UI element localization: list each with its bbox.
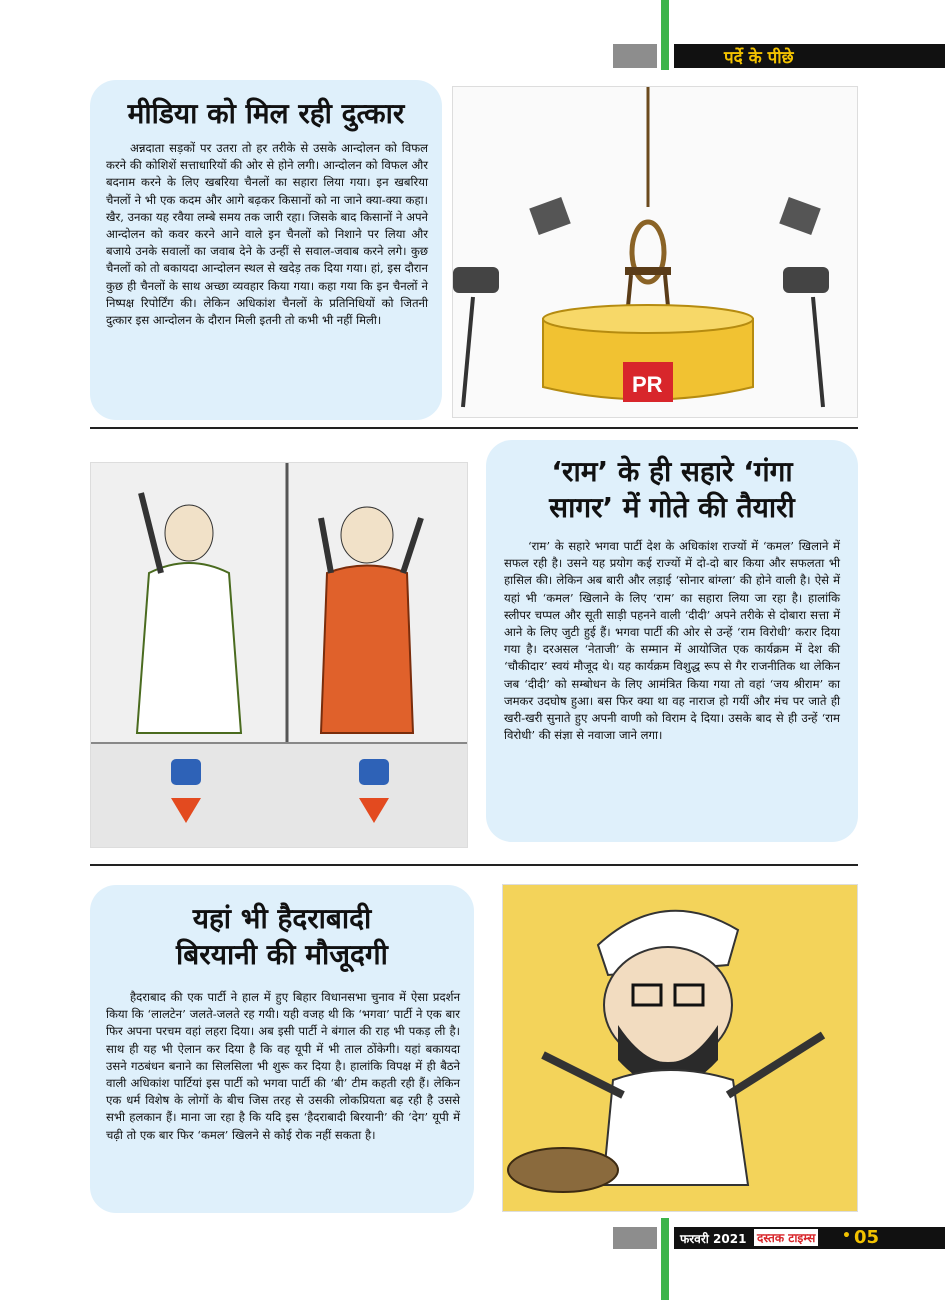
article-body: हैदराबाद की एक पार्टी ने हाल में हुए बिहार विधानसभा चुनाव में ऐसा प्रदर्शन किया कि ‘लालटेन’ जलते-जलते रह गयी। यही वजह थी कि ‘भगवा’ पार्टी ने एक बार फिर अपना परचम वहां लहरा दिया। अब इसी पार्टी ने बंगाल की राह भी पकड़ ली है। साथ ही यह भी ऐलान कर दिया है कि वह यूपी में भी ताल ठोंकेगी। यहां बकायदा उसने गठबंधन बनाने का सिलसिला भी शुरू कर दिया है। हालांकि विपक्ष में ही बैठने वाली अधिकांश पार्टियां इस पार्टी को भगवा पार्टी की ‘बी’ टीम कहती रही हैं। लेकिन एक धर्म विशेष के लोगों के बीच जिस तरह से उसकी लोकप्रियता बढ़ रही है उससे सभी हलकान हैं। माना जा रहा है कि यदि इस ‘हैदराबादी बिरयानी’ की ‘देग’ यूपी में चढ़ी तो एक बार फिर ‘कमल’ खिलने से कोई रोक नहीं सकता है। (106, 990, 460, 1142)
pr-label: PR (632, 372, 663, 397)
section-divider (90, 864, 858, 866)
section-label: पर्दे के पीछे (724, 48, 794, 68)
cartoon-didi-modi (90, 462, 468, 848)
article-body: अन्नदाता सड़कों पर उतरा तो हर तरीके से उसके आन्दोलन को विफल करने की कोशिशें सत्ताधारियों की ओर से होने लगी। आन्दोलन को विफल और बदनाम करने के लिए खबरिया चैनलों का सहारा लिया गया। इन खबरिया चैनलों ने भी एक कदम और आगे बढ़कर किसानों को ना जाने क्या-क्या कहा। खैर, उनका यह रवैया लम्बे समय तक जारी रहा। जिसके बाद किसानों ने अपने आन्दोलन को कवर करने आने वाले इन चैनलों को निशाने पर लिया और बजाये उनके सवालों का जवाब देने के उन्हीं से सवाल-जवाब करने लगे। कुछ चैनलों को तो बकायदा आन्दोलन स्थल से खदेड़ तक दिया गया। हां, इस दौरान कुछ ही चैनलों के साथ अच्छा व्यवहार किया गया। कहा गया कि इन चैनलों ने निष्पक्ष रिपोर्टिंग की। लेकिन अधिकांश चैनलों के प्रतिनिधियों को जितनी दुत्कार इस आन्दोलन के दौरान मिली इतनी तो कभी भी नहीं मिली। (106, 141, 428, 328)
cartoon-biryani (502, 884, 858, 1212)
footer-bullet: • (842, 1228, 851, 1244)
article-title-line1: यहां भी हैदराबादी (192, 902, 372, 935)
section-divider (90, 427, 858, 429)
article-body: ‘राम’ के सहारे भगवा पार्टी देश के अधिकांश राज्यों में ‘कमल’ खिलाने में सफल रही है। उसने यह प्रयोग कई राज्यों में दो-दो बार किया और सफलता भी हासिल की। लेकिन अब बारी और लड़ाई ‘सोनार बांग्ला’ की होने वाली है। ऐसे में यहां भी ‘कमल’ खिलाने के लिए ‘राम’ का सहारा लिया जा रहा है। हालांकि स्लीपर चप्पल और सूती साड़ी पहनने वाली ‘दीदी’ अपने तरीके से दोबारा सत्ता में आने के लिए जुटी हुई हैं। भगवा पार्टी की ओर से उन्हें ‘राम विरोधी’ करार दिया गया है। दरअसल ‘नेताजी’ के सम्मान में आयोजित एक कार्यक्रम में देश की ‘चौकीदार’ स्वयं मौजूद थे। यह कार्यक्रम विशुद्ध रूप से गैर राजनीतिक था लेकिन जब ‘दीदी’ को सम्बोधन के लिए आमंत्रित किया गया तो वहां ‘जय श्रीराम’ का जमकर उदघोष हुआ। बस फिर क्या था वह नाराज हो गयीं और मंच पर जाते ही खरी-खरी सुनाते हुए अपनी वाणी को विराम दे दिया। उसके बाद से ही उन्हें ‘राम विरोधी’ की संज्ञा से नवाजा जाने लगा। (504, 539, 840, 743)
cartoon-media-pr (452, 86, 858, 418)
article-card-ram (486, 440, 858, 842)
article-title-line2: बिरयानी की मौजूदगी (176, 938, 388, 971)
cartoon-svg (91, 463, 467, 847)
article-card-hyderabad (90, 885, 474, 1213)
footer-publication: दस्तक टाइम्स (754, 1229, 818, 1246)
article-title: मीडिया को मिल रही दुत्कार (127, 97, 405, 130)
cartoon-svg (503, 885, 857, 1211)
header-gray-tab (613, 44, 657, 68)
section-header-band (674, 44, 945, 68)
article-title-line2: सागर’ में गोते की तैयारी (549, 491, 795, 524)
article-card-media (90, 80, 442, 420)
cartoon-svg (453, 87, 857, 417)
footer-band (674, 1227, 945, 1249)
article-title-line1: ‘राम’ के ही सहारे ‘गंगा (551, 455, 793, 488)
footer-date: फरवरी 2021 (680, 1232, 747, 1246)
bottom-green-bar (661, 1218, 669, 1300)
top-green-bar (661, 0, 669, 70)
footer-gray-tab (613, 1227, 657, 1249)
page-number: 05 (854, 1227, 880, 1248)
